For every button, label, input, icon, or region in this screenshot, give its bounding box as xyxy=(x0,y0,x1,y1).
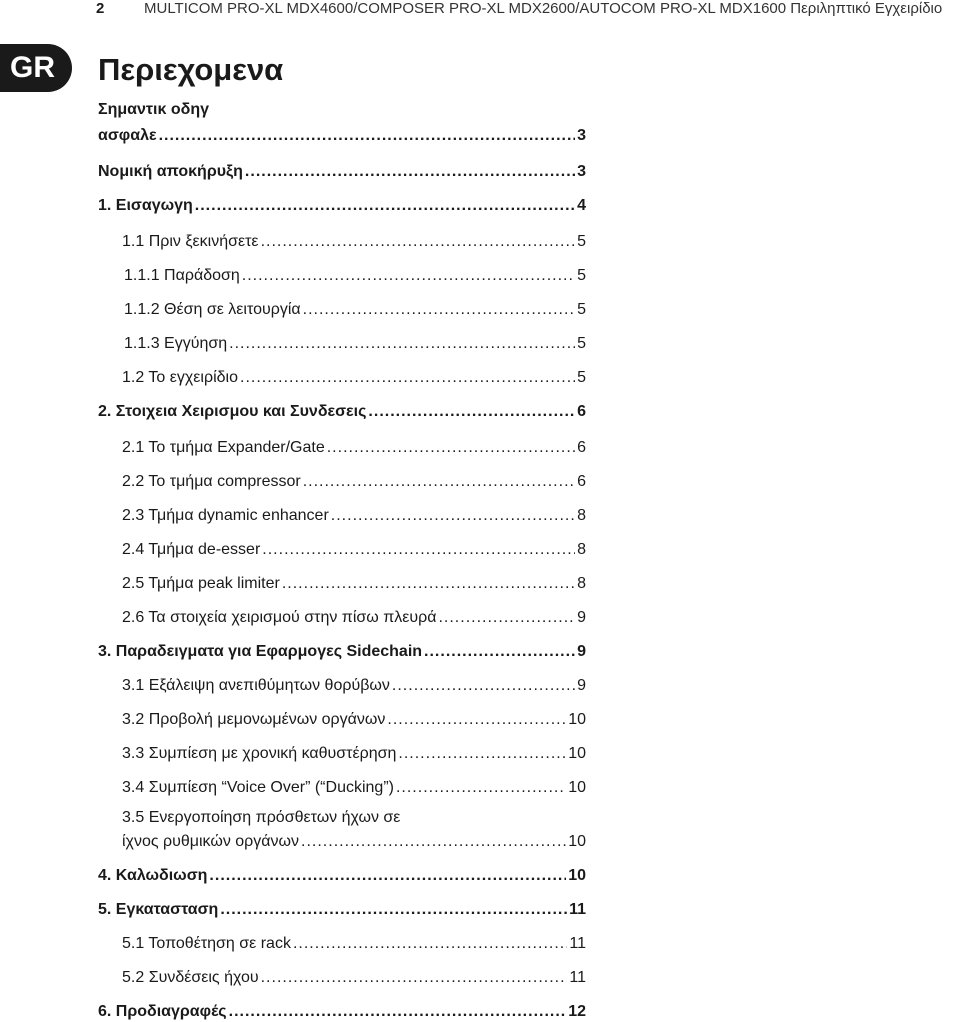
toc-entry-page-number: 3 xyxy=(577,127,586,144)
toc-entry-label: 2.3 Τμήμα dynamic enhancer xyxy=(122,507,329,524)
toc-entry-page-number: 4 xyxy=(577,197,586,214)
toc-entry-page-number: 9 xyxy=(577,677,586,694)
toc-entry-label: ίχνος ρυθμικών οργάνων xyxy=(122,833,300,850)
toc-entry-label: 2.1 Το τμήμα Expander/Gate xyxy=(122,439,325,456)
dot-leader xyxy=(387,710,566,730)
dot-leader xyxy=(392,676,575,696)
toc-entry-page-number: 6 xyxy=(577,473,586,490)
toc-entry-label: 1.1.2 Θέση σε λειτουργία xyxy=(124,301,301,318)
toc-entry-first-line: Σημαντικ οδηγ xyxy=(98,101,209,118)
toc-entry-label: 6. Προδιαγραφές xyxy=(98,1003,227,1020)
toc-entry[interactable] xyxy=(122,676,586,696)
toc-entry-label: 1. Εισαγωγη xyxy=(98,197,193,214)
dot-leader xyxy=(282,574,575,594)
toc-entry[interactable] xyxy=(122,608,586,628)
toc-entry-label: 3.2 Προβολή μεμονωμένων οργάνων xyxy=(122,711,386,728)
toc-entry-page-number: 5 xyxy=(577,301,586,318)
language-tab: GR xyxy=(0,44,72,92)
toc-entry[interactable] xyxy=(122,472,586,492)
toc-entry[interactable] xyxy=(122,438,586,458)
toc-entry-label: 1.1.1 Παράδοση xyxy=(124,267,240,284)
toc-entry[interactable] xyxy=(124,266,586,286)
toc-entry-first-line: 3.5 Ενεργοποίηση πρόσθετων ήχων σε xyxy=(122,809,401,826)
dot-leader xyxy=(301,832,566,852)
dot-leader xyxy=(293,934,567,954)
toc-entry[interactable] xyxy=(122,232,586,252)
dot-leader xyxy=(242,266,575,286)
toc-entry-page-number: 11 xyxy=(569,901,586,918)
toc-entry[interactable] xyxy=(98,866,586,886)
toc-entry-page-number: 11 xyxy=(569,969,586,986)
toc-entry[interactable] xyxy=(122,506,586,526)
toc-entry[interactable] xyxy=(122,778,586,798)
toc-entry-page-number: 10 xyxy=(568,833,586,850)
toc-entry-label: Νομική αποκήρυξη xyxy=(98,163,243,180)
toc-entry-label: 2.6 Τα στοιχεία χειρισμού στην πίσω πλευρά xyxy=(122,609,437,626)
toc-entry-page-number: 5 xyxy=(577,369,586,386)
toc-entry[interactable] xyxy=(122,368,586,388)
toc-entry[interactable] xyxy=(98,900,586,920)
toc-entry-label: 2.5 Τμήμα peak limiter xyxy=(122,575,280,592)
dot-leader xyxy=(229,334,575,354)
dot-leader xyxy=(209,866,566,886)
toc-entry-label: 3.1 Εξάλειψη ανεπιθύμητων θορύβων xyxy=(122,677,390,694)
dot-leader xyxy=(261,968,568,988)
dot-leader xyxy=(262,540,575,560)
toc-entry-label: 3. Παραδειγματα για Εφαρμογες Sidechain xyxy=(98,643,423,660)
toc-entry[interactable] xyxy=(98,196,586,216)
dot-leader xyxy=(245,162,575,182)
dot-leader xyxy=(438,608,575,628)
toc-entry-page-number: 11 xyxy=(569,935,586,952)
page-number: 2 xyxy=(96,0,105,17)
toc-entry-label: ασφαλε xyxy=(98,127,157,144)
dot-leader xyxy=(398,744,566,764)
dot-leader xyxy=(424,642,575,662)
toc-entry[interactable] xyxy=(98,642,586,662)
toc-title: Περιεχομενα xyxy=(98,52,284,87)
toc-entry-label: 3.3 Συμπίεση με χρονική καθυστέρηση xyxy=(122,745,397,762)
dot-leader xyxy=(303,300,575,320)
toc-entry-label: 2.2 Το τμήμα compressor xyxy=(122,473,301,490)
toc-entry-page-number: 12 xyxy=(568,1003,586,1020)
toc-entry[interactable] xyxy=(124,334,586,354)
toc-entry-page-number: 8 xyxy=(577,507,586,524)
toc-entry-page-number: 6 xyxy=(577,403,586,420)
toc-entry[interactable] xyxy=(122,540,586,560)
dot-leader xyxy=(220,900,567,920)
toc-entry-page-number: 5 xyxy=(577,335,586,352)
toc-entry-page-number: 9 xyxy=(577,609,586,626)
dot-leader xyxy=(261,232,576,252)
toc-entry-label: 2. Στοιχεια Χειρισμου και Συνδεσεις xyxy=(98,403,367,420)
toc-entry-page-number: 8 xyxy=(577,575,586,592)
toc-entry-page-number: 8 xyxy=(577,541,586,558)
toc-entry-page-number: 10 xyxy=(568,867,586,884)
dot-leader xyxy=(368,402,575,422)
toc-entry-label: 1.1.3 Εγγύηση xyxy=(124,335,228,352)
toc-entry-page-number: 3 xyxy=(577,163,586,180)
dot-leader xyxy=(327,438,575,458)
toc-entry-label: 1.1 Πριν ξεκινήσετε xyxy=(122,233,259,250)
toc-entry-label: 4. Καλωδιωση xyxy=(98,867,208,884)
dot-leader xyxy=(159,126,576,146)
toc-entry-page-number: 5 xyxy=(577,267,586,284)
toc-entry[interactable] xyxy=(98,126,586,146)
toc-entry-label: 5.1 Τοποθέτηση σε rack xyxy=(122,935,291,952)
dot-leader xyxy=(303,472,575,492)
dot-leader xyxy=(195,196,575,216)
toc-entry[interactable] xyxy=(98,402,586,422)
toc-entry-page-number: 9 xyxy=(577,643,586,660)
toc-entry[interactable] xyxy=(122,574,586,594)
running-title: MULTICOM PRO-XL MDX4600/COMPOSER PRO-XL MDX2600/AUTOCOM PRO-XL MDX1600 Περιληπτικό Εγχειρίδιο xyxy=(144,0,943,17)
toc-entry-page-number: 10 xyxy=(568,745,586,762)
toc-entry-label: 3.4 Συμπίεση “Voice Over” (“Ducking”) xyxy=(122,779,394,796)
toc-entry[interactable] xyxy=(122,710,586,730)
toc-entry[interactable] xyxy=(98,1002,586,1022)
toc-entry[interactable] xyxy=(122,832,586,852)
dot-leader xyxy=(240,368,575,388)
toc-entry-page-number: 10 xyxy=(568,779,586,796)
toc-entry-label: 5. Εγκατασταση xyxy=(98,901,219,918)
toc-entry-page-number: 5 xyxy=(577,233,586,250)
toc-entry-page-number: 6 xyxy=(577,439,586,456)
toc-entry[interactable] xyxy=(122,744,586,764)
toc-entry-page-number: 10 xyxy=(568,711,586,728)
dot-leader xyxy=(396,778,566,798)
dot-leader xyxy=(229,1002,567,1022)
page-header xyxy=(0,0,960,24)
toc-entry-label: 1.2 Το εγχειρίδιο xyxy=(122,369,238,386)
toc-entry[interactable] xyxy=(124,300,586,320)
toc-entry[interactable] xyxy=(122,968,586,988)
toc-entry[interactable] xyxy=(98,162,586,182)
dot-leader xyxy=(331,506,575,526)
toc-entry[interactable] xyxy=(122,934,586,954)
toc-entry-label: 2.4 Τμήμα de-esser xyxy=(122,541,261,558)
toc-entry-label: 5.2 Συνδέσεις ήχου xyxy=(122,969,259,986)
